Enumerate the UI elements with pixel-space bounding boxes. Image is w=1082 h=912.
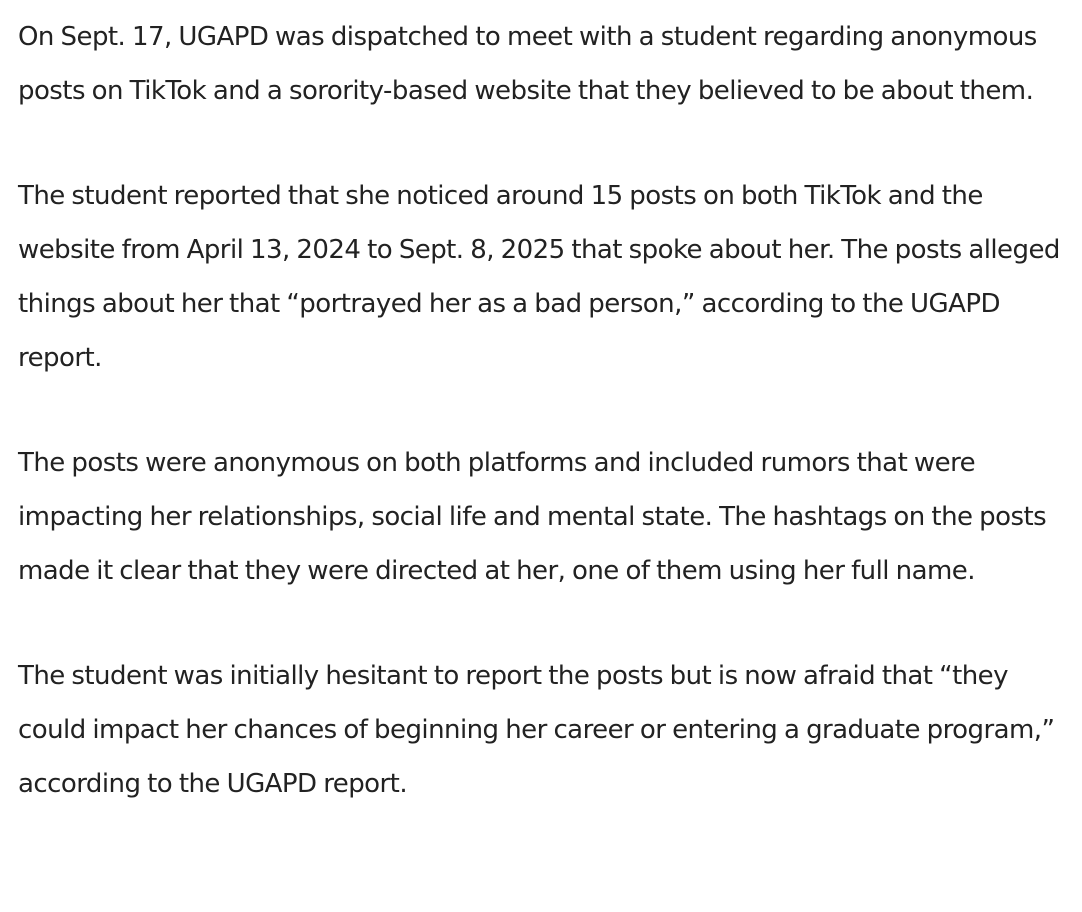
article-paragraph-1: On Sept. 17, UGAPD was dispatched to meet with a student regarding anonymous posts on TikTok and a sorority-based website that they believed to be about them. <box>18 22 1037 106</box>
article-paragraph-2: The student reported that she noticed around 15 posts on both TikTok and the website from April 13, 2024 to Sept. 8, 2025 that spoke about her. The posts alleged things about her that “portrayed her as a bad person,” according to the UGAPD report. <box>18 181 1060 373</box>
article-paragraph-3: The posts were anonymous on both platforms and included rumors that were impacting her relationships, social life and mental state. The hashtags on the posts made it clear that they were directed at her, one of them using her full name. <box>18 448 1047 586</box>
article-paragraph-4: The student was initially hesitant to report the posts but is now afraid that “they could impact her chances of beginning her career or entering a graduate program,” according to the UGAPD report. <box>18 661 1055 799</box>
